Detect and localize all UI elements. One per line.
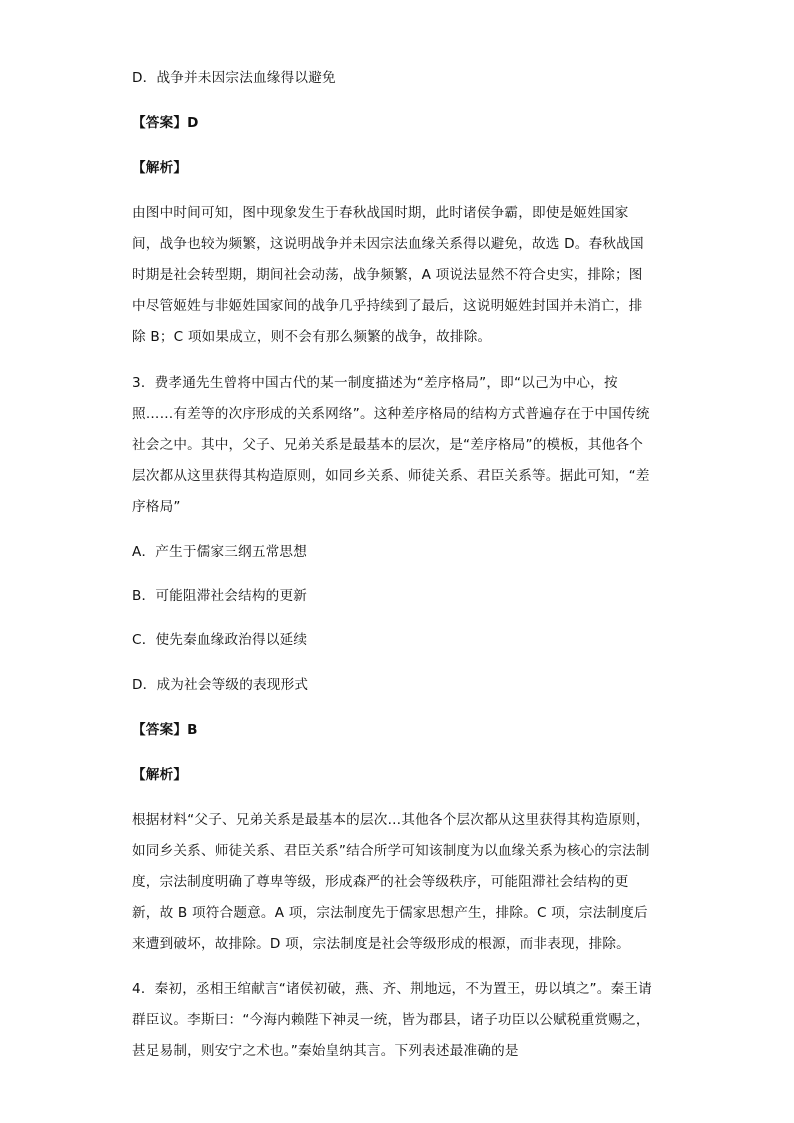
q3-analysis-label: 【解析】 bbox=[132, 767, 188, 783]
q3-option-c: C．使先秦血缘政治得以延续 bbox=[132, 632, 308, 648]
q3-stem-line: 照……有差等的次序形成的关系网络”。这种差序格局的结构方式普遍存在于中国传统 bbox=[132, 406, 650, 422]
q3-stem-line: 层次都从这里获得其构造原则，如同乡关系、师徒关系、君臣关系等。据此可知，“差 bbox=[132, 468, 650, 484]
q3-analysis-line: 新，故 B 项符合题意。A 项，宗法制度先于儒家思想产生，排除。C 项，宗法制度后 bbox=[132, 905, 648, 921]
q2-analysis-line: 由图中时间可知，图中现象发生于春秋战国时期，此时诸侯争霸，即使是姬姓国家 bbox=[132, 205, 629, 221]
q2-answer: 【答案】D bbox=[132, 115, 199, 131]
q4-stem-line: 甚足易制，则安宁之术也。”秦始皇纳其言。下列表述最准确的是 bbox=[132, 1043, 519, 1059]
q3-analysis-line: 根据材料“父子、兄弟关系是最基本的层次…其他各个层次都从这里获得其构造原则， bbox=[132, 812, 650, 828]
q2-option-d: D．战争并未因宗法血缘得以避免 bbox=[132, 70, 336, 86]
q2-analysis-line: 除 B；C 项如果成立，则不会有那么频繁的战争，故排除。 bbox=[132, 329, 492, 345]
q2-analysis-line: 间，战争也较为频繁，这说明战争并未因宗法血缘关系得以避免，故选 D。春秋战国 bbox=[132, 236, 644, 252]
q4-stem-line: 群臣议。李斯曰：“今海内赖陛下神灵一统，皆为郡县，诸子功臣以公赋税重赏赐之， bbox=[132, 1012, 650, 1028]
q3-stem-line: 序格局” bbox=[132, 499, 181, 515]
q3-analysis-line: 度，宗法制度明确了尊卑等级，形成森严的社会等级秩序，可能阻滞社会结构的更 bbox=[132, 874, 629, 890]
q3-analysis-line: 来遭到破坏，故排除。D 项，宗法制度是社会等级形成的根源，而非表现，排除。 bbox=[132, 936, 630, 952]
q3-option-d: D．成为社会等级的表现形式 bbox=[132, 677, 309, 693]
q3-analysis-line: 如同乡关系、师徒关系、君臣关系”结合所学可知该制度为以血缘关系为核心的宗法制 bbox=[132, 843, 650, 859]
q3-stem-line: 3．费孝通先生曾将中国古代的某一制度描述为“差序格局”，即“以己为中心，按 bbox=[132, 375, 618, 391]
q3-answer: 【答案】B bbox=[132, 722, 198, 738]
q2-analysis-line: 时期是社会转型期，期间社会动荡，战争频繁，A 项说法显然不符合史实，排除；图 bbox=[132, 267, 643, 283]
q2-analysis-line: 中尽管姬姓与非姬姓国家间的战争几乎持续到了最后，这说明姬姓封国并未消亡，排 bbox=[132, 298, 643, 314]
q2-analysis-label: 【解析】 bbox=[132, 160, 188, 176]
q3-option-a: A．产生于儒家三纲五常思想 bbox=[132, 544, 308, 560]
q4-stem-line: 4．秦初，丞相王绾献言“诸侯初破，燕、齐、荆地远，不为置王，毋以填之”。秦王请 bbox=[132, 981, 652, 997]
q3-option-b: B．可能阻滞社会结构的更新 bbox=[132, 588, 308, 604]
q3-stem-line: 社会之中。其中，父子、兄弟关系是最基本的层次，是“差序格局”的模板，其他各个 bbox=[132, 437, 644, 453]
